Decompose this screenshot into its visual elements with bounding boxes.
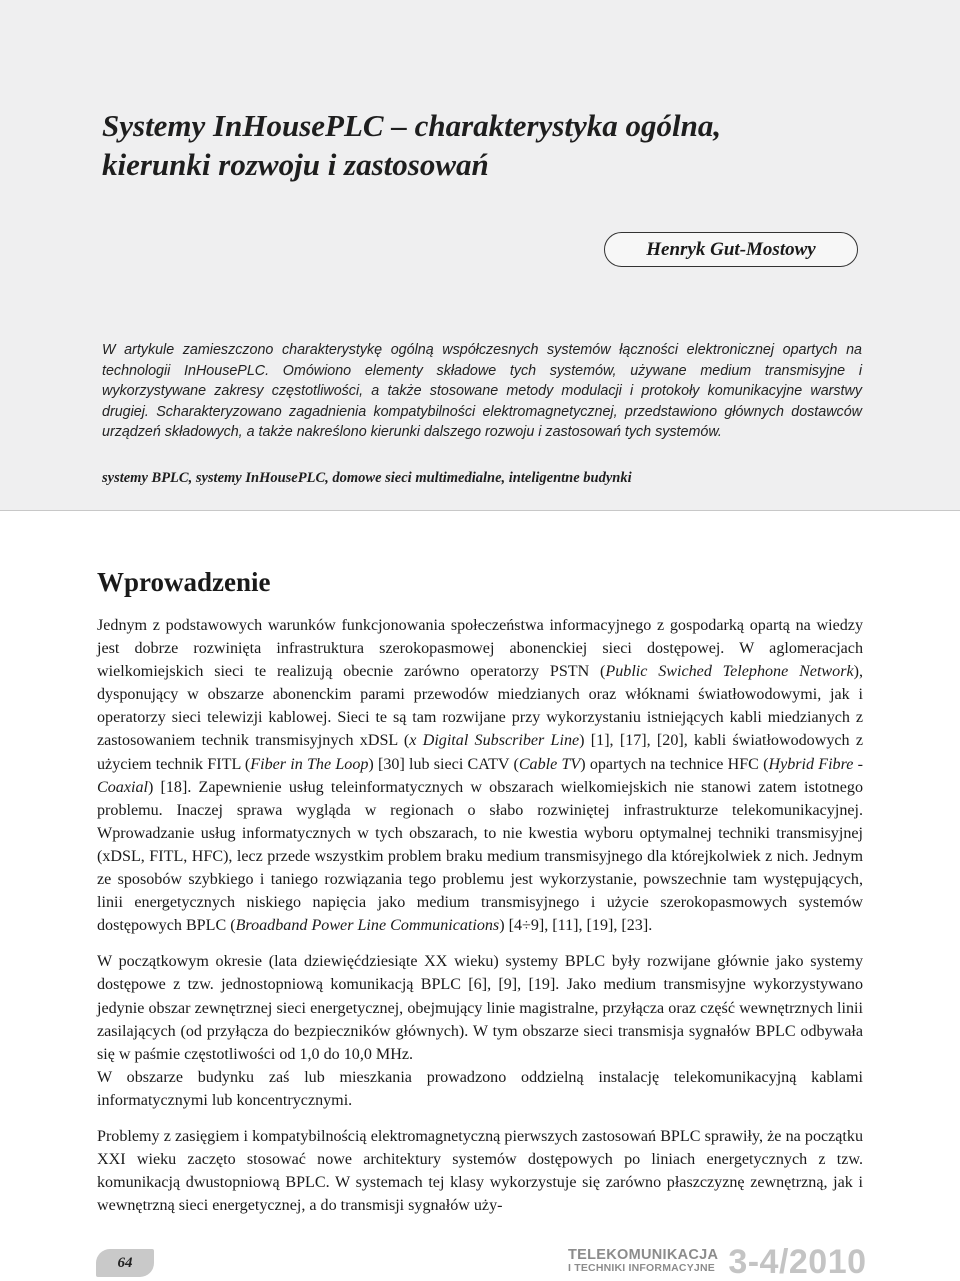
paragraph-1: Jednym z podstawowych warunków funkcjonowania społeczeństwa informacyjnego z gospodarką opartą na wiedzy jest dobrze rozwinięta infrastruktura szerokopasmowej abonenckiej sieci dostępowej. W aglomeracjach wielkomiejskich sieci te realizują obecnie zarówno operatorzy PSTN (Public Swiched Telephone Network), dysponujący w obszarze abonenckim parami przewodów miedzianych oraz włóknami światłowodowymi, jak i operatorzy sieci telewizji kablowej. Sieci te są tam rozwijane przy wykorzystaniu istniejących kabli miedzianych z zastosowaniem technik transmisyjnych xDSL (x Digital Subscriber Line) [1], [17], [20], kabli światłowodowych z użyciem technik FITL (Fiber in The Loop) [30] lub sieci CATV (Cable TV) opartych na technice HFC (Hybrid Fibre - Coaxial) [18]. Zapewnienie usług teleinformatycznych w obszarach wielkomiejskich nie stanowi zatem istotnego problemu. Inaczej sprawa wygląda w regionach o słabo rozwiniętej infrastrukturze telekomunikacyjnej. Wprowadzanie usług informatycznych w tych obszarach, to nie kwestia wyboru optymalnej techniki transmisyjnej (xDSL, FITL, HFC), lecz przede wszystkim problem braku medium transmisyjnego dla którejkolwiek z nich. Jednym ze sposobów szybkiego i taniego rozwiązania tego problemu jest wykorzystanie, powszechnie tam występujących, linii energetycznych niskiego napięcia jako medium transmisyjnego i użycie szerokopasmowych systemów dostępowych BPLC (Broadband Power Line Communications) [4÷9], [11], [19], [23]. [97,617,863,935]
body-text [97,614,863,1230]
paragraph-2: W początkowym okresie (lata dziewięćdziesiąte XX wieku) systemy BPLC były rozwijane głównie jako systemy dostępowe z tzw. jednostopniową komunikacją BPLC [6], [9], [19]. Jako medium transmisyjne wykorzystywano jedynie obszar zewnętrznej sieci energetycznej, obejmujący linie magistralne, przyłącza oraz część wewnętrznych linii zasilających (od przyłącza do bezpieczników głównych). W tym obszarze sieci transmisja sygnałów BPLC odbywała się w paśmie częstotliwości od 1,0 do 10,0 MHz. W obszarze budynku zaś lub mieszkania prowadzono oddzielną instalację telekomunikacyjną kablami informatycznymi lub koncentrycznymi. [97,953,863,1109]
section-heading: Wprowadzenie [97,567,271,597]
paragraph-3: Problemy z zasięgiem i kompatybilnością elektromagnetyczną pierwszych zastosowań BPLC sprawiły, że na początku XXI wieku zaczęto stosować nowe architektury systemów dostępowych po liniach energetycznych z tzw. komunikacją dwustopniową BPLC. W systemach tej klasy wykorzystuje się zarówno płaszczyznę zewnętrzną, jak i wewnętrzną sieci energetycznej, a do transmisji sygnałów uży- [97,1127,863,1215]
page-number-badge [96,1249,154,1277]
title-line-1: Systemy InHousePLC – charakterystyka ogólna, [102,108,722,143]
author-badge [604,232,858,267]
article-title [102,106,902,184]
page-number: 64 [117,1254,133,1271]
journal-logo [568,1243,867,1281]
journal-name-line-1: TELEKOMUNIKACJA [568,1247,719,1263]
title-line-2: kierunki rozwoju i zastosowań [102,147,489,182]
journal-issue: 3-4/2010 [728,1243,867,1281]
journal-name [568,1249,718,1275]
abstract: W artykule zamieszczono charakterystykę ogólną współczesnych systemów łączności elektronicznej opartych na technologii InHousePLC. Omówiono elementy składowe tych systemów, używane medium transmisyjne i wykorzystywane zakresy częstotliwości, a także stosowane metody modulacji i protokoły komunikacyjne warstwy drugiej. Scharakteryzowano zagadnienia kompatybilności elektromagnetycznej, przedstawiono głównych dostawców urządzeń składowych, a także nakreślono kierunki dalszego rozwoju i zastosowań tych systemów. [102,342,862,440]
journal-name-line-2: I TECHNIKI INFORMACYJNE [568,1262,715,1274]
keywords: systemy BPLC, systemy InHousePLC, domowe sieci multimedialne, inteligentne budynki [102,470,632,486]
author-name: Henryk Gut-Mostowy [646,238,816,260]
section-divider [0,510,960,511]
